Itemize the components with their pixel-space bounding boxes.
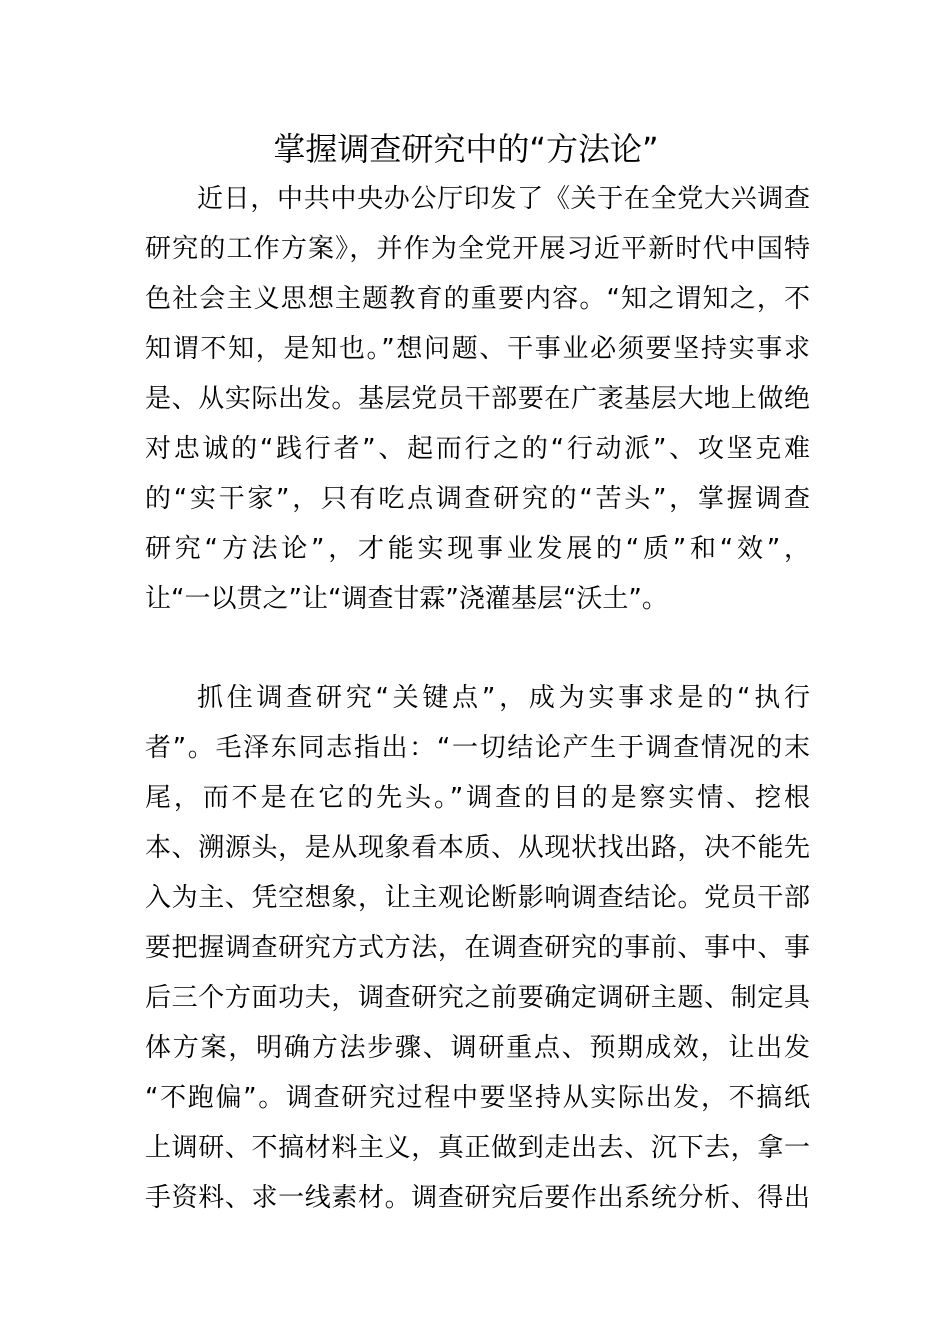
- document-title: 掌握调查研究中的“方法论”: [273, 130, 659, 168]
- paragraph-line: 色社会主义思想主题教育的重要内容。“知之谓知之，不: [145, 284, 810, 314]
- paragraph-line: 研究“方法论”，才能实现事业发展的“质”和“效”，: [145, 534, 810, 564]
- paragraph-line: 上调研、不搞材料主义，真正做到走出去、沉下去，拿一: [145, 1133, 810, 1163]
- paragraph-line: 的“实干家”，只有吃点调查研究的“苦头”，掌握调查: [145, 484, 810, 514]
- paragraph-line: 尾，而不是在它的先头。”调查的目的是察实情、挖根: [145, 783, 810, 813]
- paragraph-line: 要把握调查研究方式方法，在调查研究的事前、事中、事: [145, 933, 810, 963]
- paragraph-line: “不跑偏”。调查研究过程中要坚持从实际出发，不搞纸: [145, 1083, 810, 1113]
- paragraph-1: [145, 174, 810, 624]
- paragraph-line: 后三个方面功夫，调查研究之前要确定调研主题、制定具: [145, 983, 810, 1013]
- paragraph-line: 近日，中共中央办公厅印发了《关于在全党大兴调查: [197, 184, 810, 214]
- paragraph-line: 者”。毛泽东同志指出：“一切结论产生于调查情况的末: [145, 733, 810, 763]
- paragraph-line: 入为主、凭空想象，让主观论断影响调查结论。党员干部: [145, 883, 810, 913]
- paragraph-line: 手资料、求一线素材。调查研究后要作出系统分析、得出: [145, 1183, 810, 1213]
- paragraph-line: 体方案，明确方法步骤、调研重点、预期成效，让出发: [145, 1033, 810, 1063]
- paragraph-line: 研究的工作方案》，并作为全党开展习近平新时代中国特: [145, 234, 810, 264]
- paragraph-2: [145, 673, 810, 1223]
- paragraph-line: 知谓不知，是知也。”想问题、干事业必须要坚持实事求: [145, 334, 810, 364]
- paragraph-line: 抓住调查研究“关键点”，成为实事求是的“执行: [197, 683, 810, 713]
- paragraph-line: 是、从实际出发。基层党员干部要在广袤基层大地上做绝: [145, 384, 810, 414]
- paragraph-line: 对忠诚的“践行者”、起而行之的“行动派”、攻坚克难: [145, 434, 810, 464]
- paragraph-line: 让“一以贯之”让“调查甘霖”浇灌基层“沃土”。: [145, 584, 668, 614]
- paragraph-line: 本、溯源头，是从现象看本质、从现状找出路，决不能先: [145, 833, 810, 863]
